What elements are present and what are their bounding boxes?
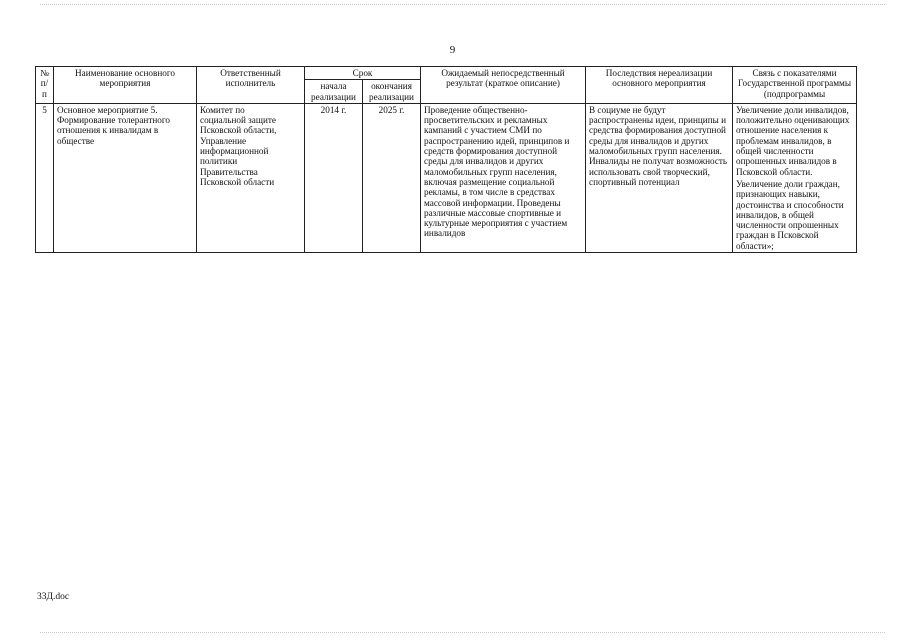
page-number: 9 — [449, 44, 456, 56]
header-link: Связь с показателями Государственной программы (подпрограммы — [733, 67, 857, 104]
header-name: Наименование основного мероприятия — [54, 67, 197, 104]
cell-end: 2025 г. — [363, 103, 421, 252]
footer-filename: 33Д.doc — [37, 592, 70, 602]
header-num: № п/п — [36, 67, 54, 104]
scan-artifact-bottom — [40, 632, 885, 633]
link-indicator-1: Увеличение доли инвалидов, положительно оценивающих отношение населения к проблемам инвалидов, в общей численности опрошенных инвалидов в Псковской области. — [736, 104, 850, 177]
link-indicator-2: Увеличение доли граждан, признающих навыки, достоинства и способности инвалидов, в общей численности опрошенных граждан в Псковской области»; — [736, 178, 844, 251]
header-executor: Ответственный исполнитель — [197, 67, 305, 104]
cell-executor: Комитет по социальной защите Псковской области, Управление информационной политики Правительства Псковской области — [197, 103, 305, 252]
header-result: Ожидаемый непосредственный результат (краткое описание) — [421, 67, 586, 104]
scan-artifact-top — [40, 4, 885, 5]
header-start: начала реализации — [305, 80, 363, 104]
header-end: окончания реализации — [363, 80, 421, 104]
cell-start: 2014 г. — [305, 103, 363, 252]
table-header-row — [36, 67, 857, 80]
header-term: Срок — [305, 67, 421, 80]
cell-num: 5 — [36, 103, 54, 252]
cell-result: Проведение общественно-просветительских и рекламных кампаний с участием СМИ по распространению идей, принципов и средств формирования доступной среды для инвалидов и других маломобильных групп населения, включая размещение социальной рекламы, в том числе в средствах массовой информации. Проведены различные массовые спортивные и культурные мероприятия с участием инвалидов — [421, 103, 586, 252]
table-row — [36, 103, 857, 252]
cell-name: Основное мероприятие 5. Формирование толерантного отношения к инвалидам в обществе — [54, 103, 197, 252]
cell-consequences: В социуме не будут распространены идеи, принципы и средства формирования доступной среды для инвалидов и других маломобильных групп населения. Инвалиды не получат возможность использовать свой творческий, спортивный потенциал — [586, 103, 733, 252]
program-table — [35, 66, 857, 253]
header-consequences: Последствия нереализации основного мероприятия — [586, 67, 733, 104]
cell-link — [733, 103, 857, 252]
